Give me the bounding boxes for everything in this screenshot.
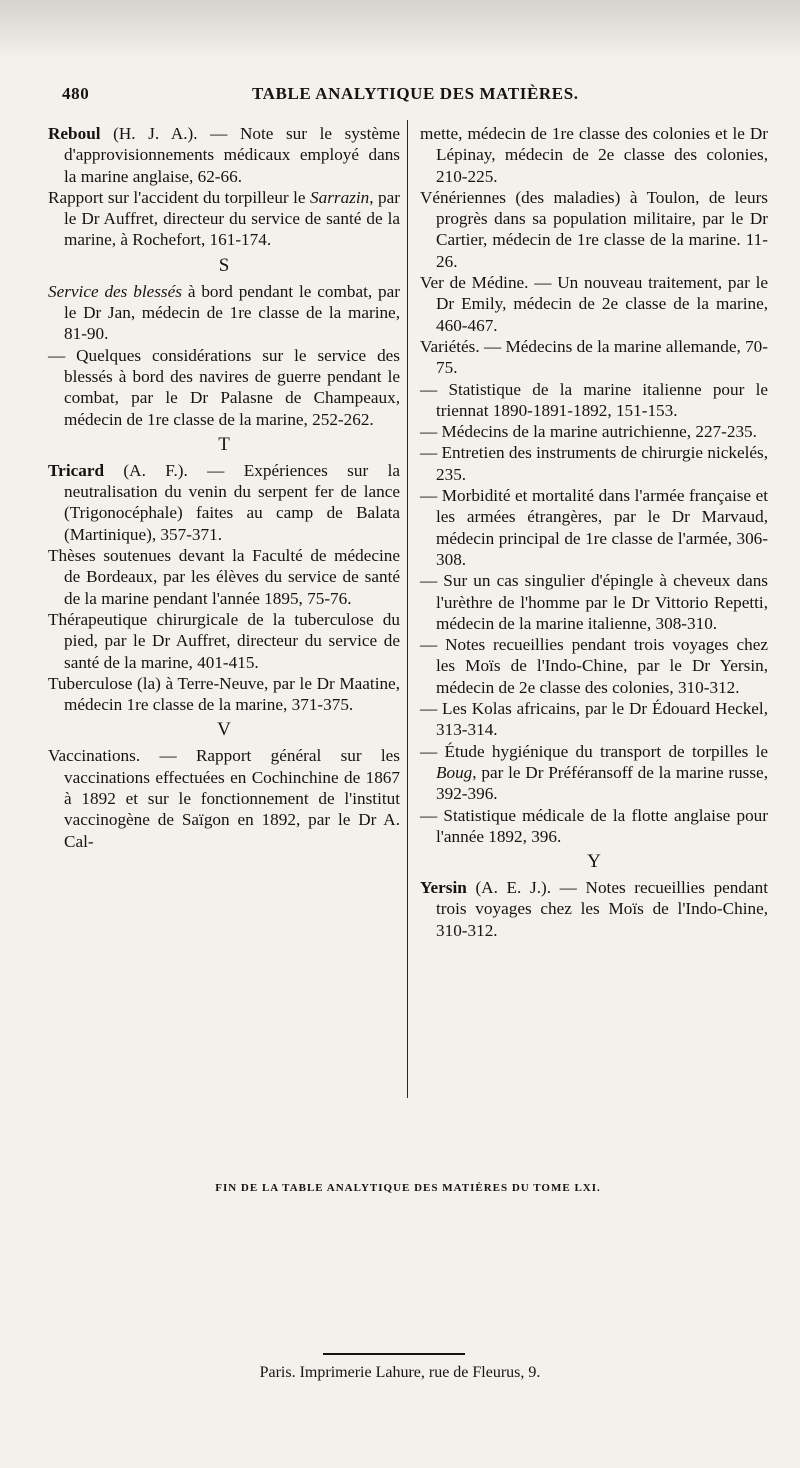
entry-text: Thèses soutenues devant la Faculté de médecine de Bordeaux, par les élèves du service de santé de la marine pendant l'année 1895, 75-76. (48, 546, 400, 608)
section-letter: Y (587, 851, 601, 873)
end-of-table-note: FIN DE LA TABLE ANALYTIQUE DES MATIÈRES DU TOME LXI. (215, 1182, 601, 1194)
index-entry (420, 187, 768, 272)
entry-text: Vénériennes (des maladies) à Toulon, de leurs progrès dans sa population militaire, par le Dr Cartier, médecin de 1re classe de la marine. 11-26. (420, 187, 768, 271)
entry-text: — Médecins de la marine autrichienne, 227-235. (420, 422, 757, 442)
entry-text: — Notes recueillies pendant trois voyages chez les Moïs de l'Indo-Chine, par le Dr Yersin, médecin de 2e classe des colonies, 310-312. (420, 635, 768, 697)
entry-text: Ver de Médine. — Un nouveau traitement, par le Dr Emily, médecin de 2e classe de la marine, 460-467. (420, 273, 768, 335)
index-entry (420, 741, 768, 805)
index-entry (48, 745, 400, 851)
entry-author: Reboul (48, 124, 101, 143)
index-entry (420, 336, 768, 379)
index-entry (48, 673, 400, 716)
index-entry (420, 421, 768, 442)
entry-text: mette, médecin de 1re classe des colonies et le Dr Lépinay, médecin de 2e classe des colonies, 210-225. (420, 124, 768, 186)
entry-text: — Sur un cas singulier d'épingle à cheveux dans l'urèthre de l'homme par le Dr Vittorio Repetti, médecin de la marine italienne, 308-310. (420, 571, 768, 633)
column-divider (407, 120, 408, 1098)
entry-author: Tricard (48, 460, 105, 480)
index-entry (420, 570, 768, 634)
printer-imprint: Paris. Imprimerie Lahure, rue de Fleurus, 9. (259, 1364, 541, 1381)
entry-text: (A. E. J.). — Notes recueillies pendant trois voyages chez les Moïs de l'Indo-Chine, 310-312. (436, 878, 768, 940)
index-entry (48, 281, 400, 345)
entry-text: Tuberculose (la) à Terre-Neuve, par le Dr Maatine, médecin 1re classe de la marine, 371-375. (48, 673, 400, 715)
entry-text: Thérapeutique chirurgicale de la tuberculose du pied, par le Dr Auffret, directeur du service de santé de la marine, 401-415. (48, 609, 400, 672)
entry-text: — Statistique médicale de la flotte anglaise pour l'année 1892, 396. (420, 805, 768, 846)
index-entry (48, 345, 400, 430)
entry-text: à bord pendant le combat, par le Dr Jan, médecin de 1re classe de la marine, 81-90. (64, 281, 400, 344)
index-entry (420, 877, 768, 941)
page-title: TABLE ANALYTIQUE DES MATIÈRES. (252, 84, 579, 103)
index-entry (420, 379, 768, 422)
entry-author: Yersin (420, 878, 467, 898)
page-header (62, 84, 742, 110)
footer-rule (323, 1353, 465, 1355)
entry-text: , par le Dr Préféransoff de la marine russe, 392-396. (436, 762, 768, 804)
index-entry (420, 442, 768, 485)
entry-text: — Étude hygiénique du transport de torpilles le (420, 741, 768, 761)
section-letter: T (218, 433, 230, 455)
entry-text: Vaccinations. — Rapport général sur les vaccinations effectuées en Cochinchine de 1867 à 1892 et sur le fonctionnement de l'institut vaccinogène de Saïgon en 1892, par le Dr A. Cal- (48, 746, 400, 851)
entry-text: Rapport sur l'accident du torpilleur le (48, 187, 311, 207)
entry-text: — Entretien des instruments de chirurgie nickelés, 235. (420, 443, 768, 484)
index-entry (420, 805, 768, 848)
entry-text: Variétés. — Médecins de la marine allemande, 70-75. (420, 336, 768, 378)
index-entry (48, 460, 400, 545)
entry-text: — Morbidité et mortalité dans l'armée française et les armées étrangères, par le Dr Marvaud, médecin principal de 1re classe de l'armée, 306-308. (420, 486, 768, 569)
index-entry (420, 123, 768, 187)
entry-text: (A. F.). — Expériences sur la neutralisation du venin du serpent fer de lance (Trigonocéphale) faites au camp de Balata (Martinique), 357-371. (64, 460, 400, 544)
index-entry (420, 634, 768, 698)
section-letter: V (217, 719, 231, 741)
entry-italic-lead: Service des blessés (48, 281, 182, 301)
index-entry (420, 272, 768, 336)
entry-text: (H. J. A.). — Note sur le système d'approvisionnements médicaux employé dans la marine anglaise, 62-66. (64, 124, 400, 186)
index-entry (48, 187, 400, 251)
entry-text: , par le Dr Auffret, directeur du service de santé de la marine, à Rochefort, 161-174. (64, 187, 400, 250)
entry-italic: Sarrazin (310, 187, 370, 207)
right-column (420, 123, 768, 941)
index-entry (48, 545, 400, 609)
index-entry (48, 123, 400, 187)
index-entry (420, 485, 768, 570)
entry-text: — Les Kolas africains, par le Dr Édouard Heckel, 313-314. (420, 699, 768, 740)
index-entry (420, 698, 768, 741)
scan-shadow (0, 0, 800, 60)
section-letter: S (218, 254, 230, 276)
entry-italic: Boug (436, 762, 473, 782)
entry-text: — Statistique de la marine italienne pour le triennat 1890-1891-1892, 151-153. (420, 379, 768, 420)
page-number: 480 (62, 84, 90, 103)
index-entry (48, 609, 400, 673)
left-column (48, 123, 400, 852)
entry-text: — Quelques considérations sur le service des blessés à bord des navires de guerre pendant le combat, par le Dr Palasne de Champeaux, médecin de 1re classe de la marine, 252-262. (48, 345, 400, 429)
